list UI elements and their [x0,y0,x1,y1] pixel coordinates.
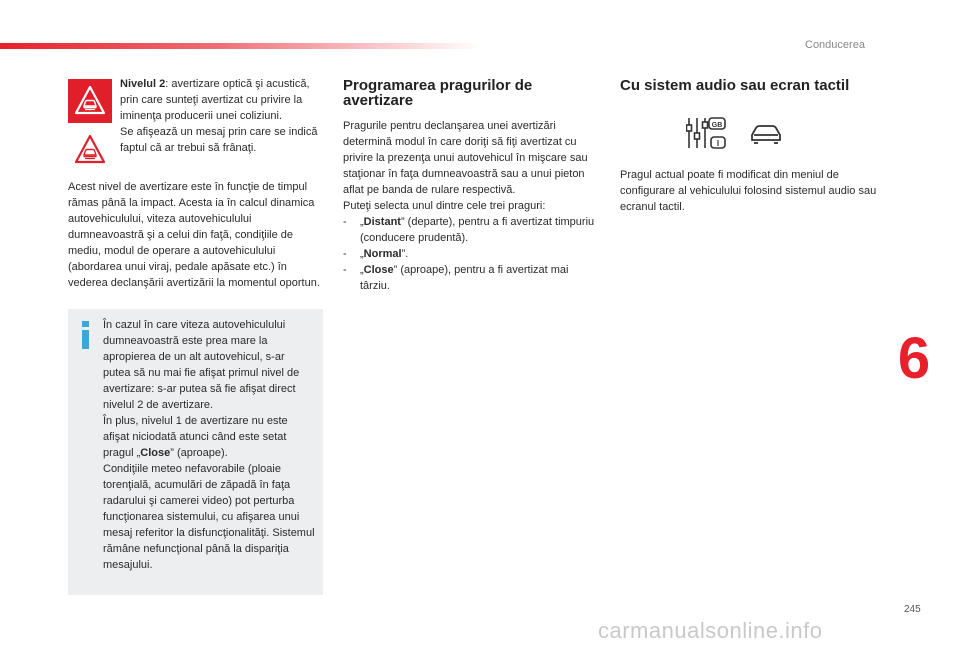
info-icon [79,320,93,350]
badge-i: I [716,139,720,148]
section-title: Conducerea [805,39,865,51]
info-text [103,317,315,573]
list-item [343,262,601,294]
list-dash: - [343,216,347,228]
info-p2-bold: Close [140,447,171,459]
list-item [343,214,601,246]
settings-sliders-icon [686,116,786,152]
badge-gb: GB [711,122,723,129]
info-paragraph-2 [103,413,315,461]
list-item [343,246,601,262]
list-item-text: „Normal”. [360,248,409,260]
page-number: 245 [904,604,921,615]
threshold-choose-text: Puteţi selecta unul dintre cele trei praguri: [343,200,546,212]
level2-brake-text: Se afişează un mesaj prin care se indică faptul că ar trebui să frânaţi. [120,126,318,154]
level2-text: : avertizare optică şi acustică, prin care sunteţi avertizat cu privire la iminenţa producerii unei coliziuni. [120,78,310,122]
info-box [68,309,323,595]
threshold-heading: Programarea pragurilor de avertizare [343,77,533,109]
menu-icons [686,116,786,152]
collision-warning-outline-icon [68,128,112,172]
level2-label: Nivelul 2 [120,78,166,90]
info-paragraph-3: Condiţiile meteo nefavorabile (ploaie torenţială, acumulări de zăpadă în faţa radarului şi camerei video) pot perturba funcţionarea sistemului, cu afişarea unui mesaj referitor la disfuncţionalităţi. Sistemul rămâne nefuncţional până la dispariţia mesajului. [103,463,315,571]
threshold-paragraph: Pragurile pentru declanşarea unei avertizări determină modul în care doriţi să fiţi avertizat cu privire la prezenţa unui autovehicul în mişcare sau staţionar în faţa dumneavoastră sau a unui pieton aflat pe banda de rulare respectivă. [343,120,588,196]
car-icon [752,126,780,143]
collision-warning-filled-icon [68,79,112,123]
audio-paragraph: Pragul actual poate fi modificat din meniul de configurare al vehiculului folosind sistemul audio sau ecranul tactil. [620,169,877,213]
info-p2-start: În plus, nivelul 1 de avertizare nu este afişat niciodată atunci când este setat pragul „ [103,415,288,459]
chapter-number: 6 [897,326,931,391]
timing-paragraph-block [68,179,325,291]
list-dash: - [343,248,347,260]
list-dash: - [343,264,347,276]
level2-description [120,76,320,156]
timing-paragraph: Acest nivel de avertizare este în funcţie de timpul rămas până la impact. Acesta ia în calcul dinamica autovehiculului, viteza autovehiculului dumneavoastră şi a celui din faţă, condiţiile de mediu, modul de operare a autovehiculului (abordarea unui viraj, pedale apăsate etc.) în vederea declanşării avertizării la momentul oportun. [68,181,320,289]
list-item-text: „Close” (aproape), pentru a fi avertizat mai târziu. [360,264,569,292]
audio-heading: Cu sistem audio sau ecran tactil [620,77,850,94]
list-item-text: „Distant” (departe), pentru a fi avertizat timpuriu (conducere prudentă). [360,216,595,244]
info-paragraph-1: În cazul în care viteza autovehiculului dumneavoastră este prea mare la apropierea de un alt autovehicul, s-ar putea să nu mai fie afişat primul nivel de avertizare: s-ar putea să fie afişat direct nivelul 2 de avertizare. [103,319,300,411]
threshold-section [343,78,601,294]
watermark: carmanualsonline.info [598,618,823,643]
info-p2-end: ” (aproape). [170,447,228,459]
header-accent-bar [0,43,480,49]
